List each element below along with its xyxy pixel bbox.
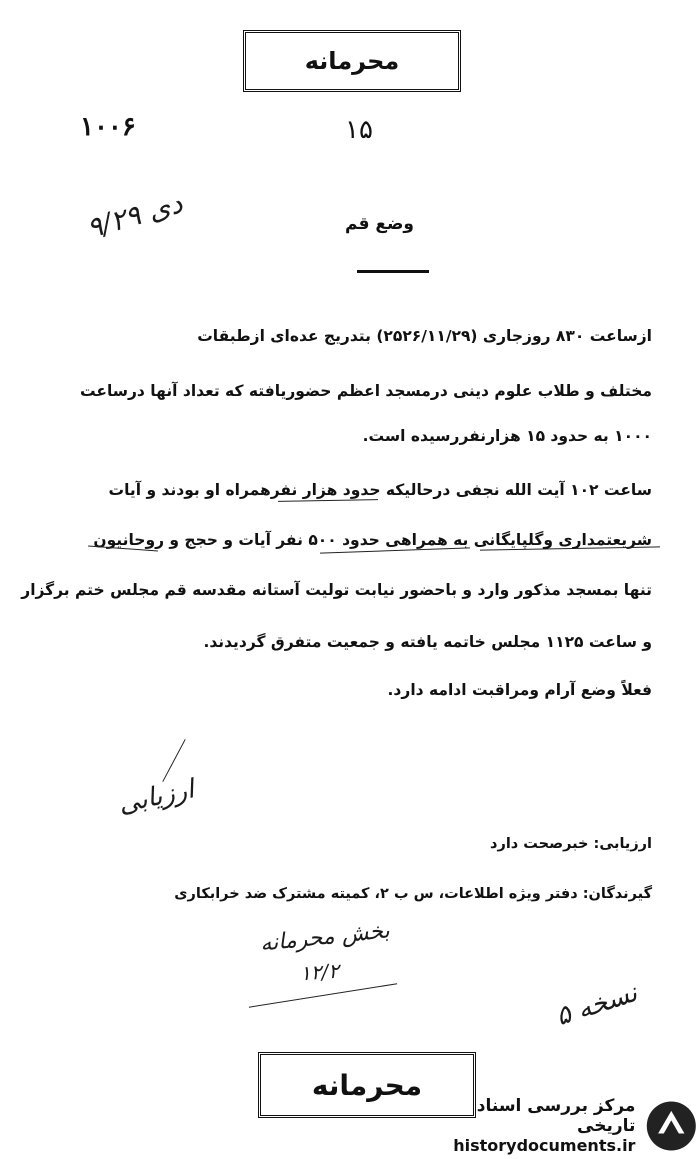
stamp-bottom-text: محرمانه: [311, 1068, 423, 1102]
report-line: فعلاً وضع آرام ومراقبت ادامه دارد.: [387, 681, 652, 699]
archive-logo: [418, 1092, 700, 1159]
logo-text-block: [418, 1096, 635, 1155]
heading-underline: [357, 270, 429, 273]
report-line: تنها بمسجد مذکور وارد و باحضور نیابت تولیت آستانه مقدسه قم مجلس ختم برگزار: [21, 581, 652, 599]
report-line: شریعتمداری وگلپایگانی به همراهی حدود ۵۰۰ نفر آیات و حجج و روحانیون: [93, 531, 652, 549]
handwritten-date-bottom: ۱۲/۲: [299, 958, 340, 986]
recipients-line: گیرندگان: دفتر ویژه اطلاعات، س ب ۲، کمیته مشترک ضد خرابکاری: [174, 886, 652, 902]
report-line: ساعت ۱۰۲ آیت الله نجفی درحالیکه حدود هزار نفرهمراه او بودند و آیات: [108, 481, 652, 499]
handwritten-underline: [278, 499, 378, 502]
logo-url: historydocuments.ir: [453, 1136, 636, 1155]
handwritten-copies: ۵ نسخه: [552, 977, 641, 1033]
evaluation-line: ارزیابی: خبرصحت دارد: [490, 836, 652, 852]
document-number: ۱۰۰۶: [80, 112, 136, 142]
stamp-top-text: محرمانه: [304, 47, 400, 75]
report-line: ازساعت ۸۳۰ روزجاری (۲۵۲۶/۱۱/۲۹) بتدریج عده‌ای ازطبقات: [197, 327, 652, 345]
page-number: ۱۵: [345, 115, 373, 145]
handwritten-date: ۹/۲۹ دی: [82, 186, 187, 245]
report-line: و ساعت ۱۱۲۵ مجلس خاتمه یافته و جمعیت متفرق گردیدند.: [203, 633, 652, 651]
report-line: مختلف و طلاب علوم دینی درمسجد اعظم حضوریافته که تعداد آنها درساعت: [79, 382, 652, 400]
handwritten-signature: ارزیابی: [115, 774, 197, 820]
handwritten-stroke: [249, 983, 397, 1007]
report-heading: وضع قم: [345, 214, 414, 234]
logo-title: مرکز بررسی اسناد تاریخی: [476, 1096, 636, 1136]
archive-emblem-icon: [643, 1097, 700, 1155]
report-line: ۱۰۰۰ به حدود ۱۵ هزارنفررسیده است.: [362, 427, 652, 445]
handwritten-note: بخش محرمانه: [259, 918, 391, 957]
confidential-stamp-top: [243, 30, 461, 92]
